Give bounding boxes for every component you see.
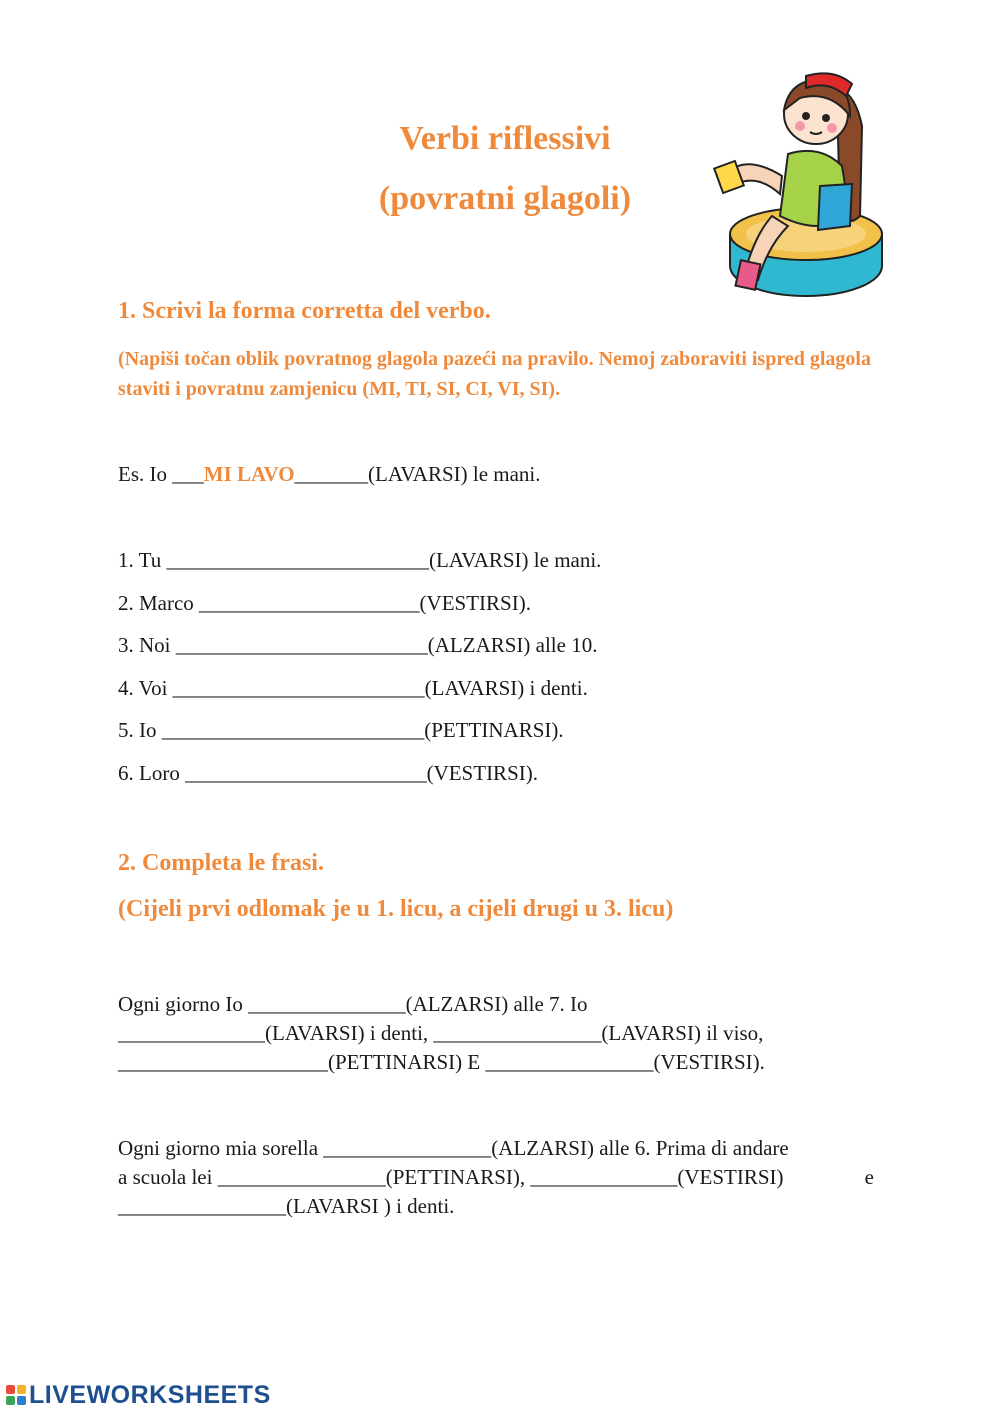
paragraph2-line-2-end: e [864, 1165, 874, 1189]
exercise-item-3[interactable]: 3. Noi ________________________(ALZARSI) alle 10. [118, 633, 598, 657]
paragraph2-line-2-text[interactable]: a scuola lei ________________(PETTINARSI), ______________(VESTIRSI) [118, 1165, 784, 1189]
section2-subheading: (Cijeli prvi odlomak je u 1. licu, a cijeli drugi u 3. licu) [118, 896, 674, 922]
exercise-item-4[interactable]: 4. Voi ________________________(LAVARSI) i denti. [118, 676, 588, 700]
paragraph-third-person[interactable] [118, 1134, 878, 1221]
logo-text: LIVEWORKSHEETS [29, 1380, 271, 1409]
paragraph2-line-3[interactable]: ________________(LAVARSI ) i denti. [118, 1194, 455, 1218]
paragraph2-line-2[interactable] [118, 1163, 874, 1192]
example-prefix: Es. Io ___ [118, 462, 204, 486]
worksheet-subtitle: (povratni glagoli) [378, 180, 632, 217]
paragraph1-line-1[interactable]: Ogni giorno Io _______________(ALZARSI) alle 7. Io [118, 992, 588, 1016]
liveworksheets-logo [6, 1378, 271, 1412]
worksheet-title: Verbi riflessivi [399, 120, 611, 157]
paragraph2-line-1[interactable]: Ogni giorno mia sorella ________________(ALZARSI) alle 6. Prima di andare [118, 1136, 789, 1160]
exercise-item-2[interactable]: 2. Marco _____________________(VESTIRSI). [118, 591, 531, 615]
section2-heading: 2. Completa le frasi. [118, 850, 324, 876]
example-answer: MI LAVO [203, 462, 295, 486]
girl-on-cushion-illustration [710, 66, 890, 302]
example-sentence [118, 462, 541, 487]
section1-heading: 1. Scrivi la forma corretta del verbo. [118, 298, 491, 324]
example-suffix: _______(LAVARSI) le mani. [294, 462, 541, 486]
exercise-item-6[interactable]: 6. Loro _______________________(VESTIRSI). [118, 761, 538, 785]
exercise-item-5[interactable]: 5. Io _________________________(PETTINARSI). [118, 718, 564, 742]
paragraph1-line-2[interactable]: ______________(LAVARSI) i denti, ________________(LAVARSI) il viso, [118, 1021, 764, 1045]
paragraph-first-person[interactable] [118, 990, 878, 1077]
exercise-item-1[interactable]: 1. Tu _________________________(LAVARSI) le mani. [118, 548, 602, 572]
logo-blocks-icon [6, 1385, 26, 1405]
paragraph1-line-3[interactable]: ____________________(PETTINARSI) E ________________(VESTIRSI). [118, 1050, 765, 1074]
section1-instruction: (Napiši točan oblik povratnog glagola pazeći na pravilo. Nemoj zaboraviti ispred glagola staviti i povratnu zamjenicu (MI, TI, SI, CI, VI, SI). [118, 348, 871, 400]
